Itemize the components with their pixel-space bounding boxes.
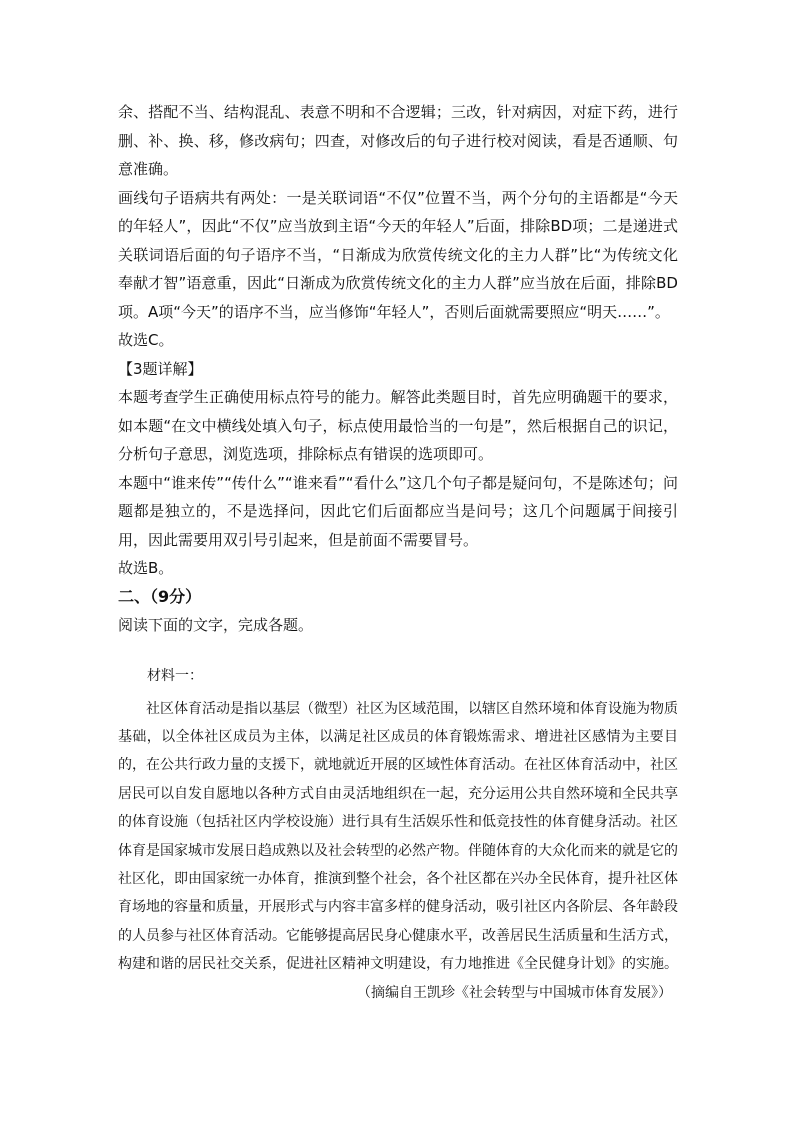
- answer-explanation-2: [118, 98, 678, 640]
- paragraph-error-analysis: 画线句子语病共有两处：一是关联词语“不仅”位置不当，两个分句的主语都是“今天的年轻人”，因此“不仅”应当放到主语“今天的年轻人”后面，排除BD项；二是递进式关联词语后面的句子语序不当，“日渐成为欣赏传统文化的主力人群”比“为传统文化奉献才智”语意重，因此“日渐成为欣赏传统文化的主力人群”应当放在后面，排除BD项。A项“今天”的语序不当，应当修饰“年轻人”，否则后面就需要照应“明天……”。: [118, 188, 678, 321]
- reading-material: [118, 662, 678, 1007]
- material-source: （摘编自王凯珍《社会转型与中国城市体育发展》）: [357, 984, 672, 1001]
- material-label: 材料一：: [147, 668, 203, 684]
- paragraph-punctuation-skill: 本题考查学生正确使用标点符号的能力。解答此类题目时，首先应明确题干的要求，如本题“在文中横线处填入句子，标点使用最恰当的一句是”，然后根据自己的识记，分析句子意思，浏览选项，排除标点有错误的选项即可。: [118, 388, 678, 463]
- paragraph-answer-b: 故选B。: [118, 559, 174, 577]
- heading-question-3: 【3题详解】: [118, 359, 203, 378]
- section-heading: 二、（9分）: [118, 586, 202, 606]
- material-text: 社区体育活动是指以基层（微型）社区为区域范围，以辖区自然环境和体育设施为物质基础，以全体社区成员为主体，以满足社区成员的体育锻炼需求、增进社区感情为主要目的，在公共行政力量的支援下，就地就近开展的区域性体育活动。在社区体育活动中，社区居民可以自发自愿地以各种方式自由灵活地组织在一起，充分运用公共自然环境和全民共享的体育设施（包括社区内学校设施）进行具有生活娱乐性和低竞技性的体育健身活动。社区体育是国家城市发展日趋成熟以及社会转型的必然产物。伴随体育的大众化而来的就是它的社区化，即由国家统一办体育，推演到整个社会，各个社区都在兴办全民体育，提升社区体育场地的容量和质量，开展形式与内容丰富多样的健身活动，吸引社区内各阶层、各年龄段的人员参与社区体育活动。它能够提高居民身心健康水平，改善居民生活质量和生活方式，构建和谐的居民社交关系，促进社区精神文明建设，有力地推进《全民健身计划》的实施。: [118, 700, 678, 973]
- paragraph-instruction: 阅读下面的文字，完成各题。: [118, 616, 314, 634]
- paragraph-answer-c: 故选C。: [118, 331, 174, 349]
- paragraph-correction-steps: 余、搭配不当、结构混乱、表意不明和不合逻辑；三改，针对病因，对症下药，进行删、补、换、移，修改病句；四查，对修改后的句子进行校对阅读，看是否通顺、句意准确。: [118, 103, 678, 178]
- paragraph-punctuation-analysis: 本题中“谁来传”“传什么”“谁来看”“看什么”这几个句子都是疑问句，不是陈述句；问题都是独立的，不是选择问，因此它们后面都应当是问号；这几个问题属于间接引用，因此需要用双引号引起来，但是前面不需要冒号。: [118, 473, 678, 549]
